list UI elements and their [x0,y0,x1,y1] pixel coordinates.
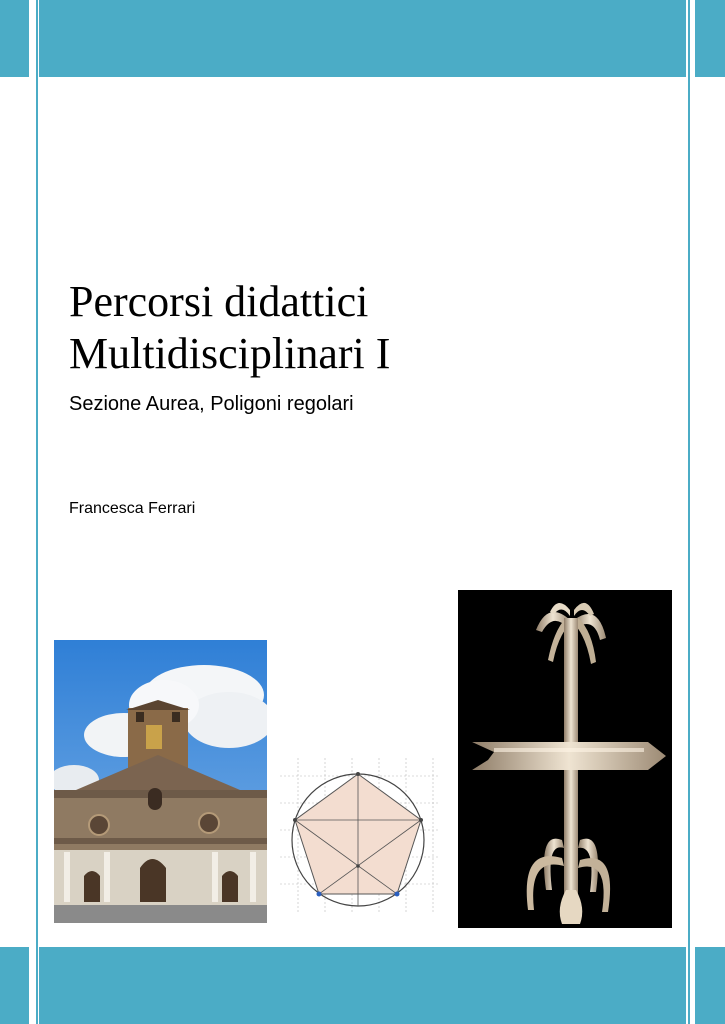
document-title [69,276,390,380]
document-subtitle: Sezione Aurea, Poligoni regolari [69,393,354,415]
bottom-band-center [39,947,686,1024]
title-line-2: Multidisciplinari I [69,329,391,378]
pentagon-construction-drawing [280,758,440,913]
top-band-left [0,0,29,77]
document-author: Francesca Ferrari [69,500,196,517]
frame-line-right [688,0,690,1024]
cathedral-photo [54,640,267,923]
bottom-band-right [695,947,725,1024]
bottom-band-left [0,947,29,1024]
frame-line-left [36,0,38,1024]
metal-sculpture-photo [458,590,672,928]
top-band-right [695,0,725,77]
title-line-1: Percorsi didattici [69,277,369,326]
top-band-center [39,0,686,77]
